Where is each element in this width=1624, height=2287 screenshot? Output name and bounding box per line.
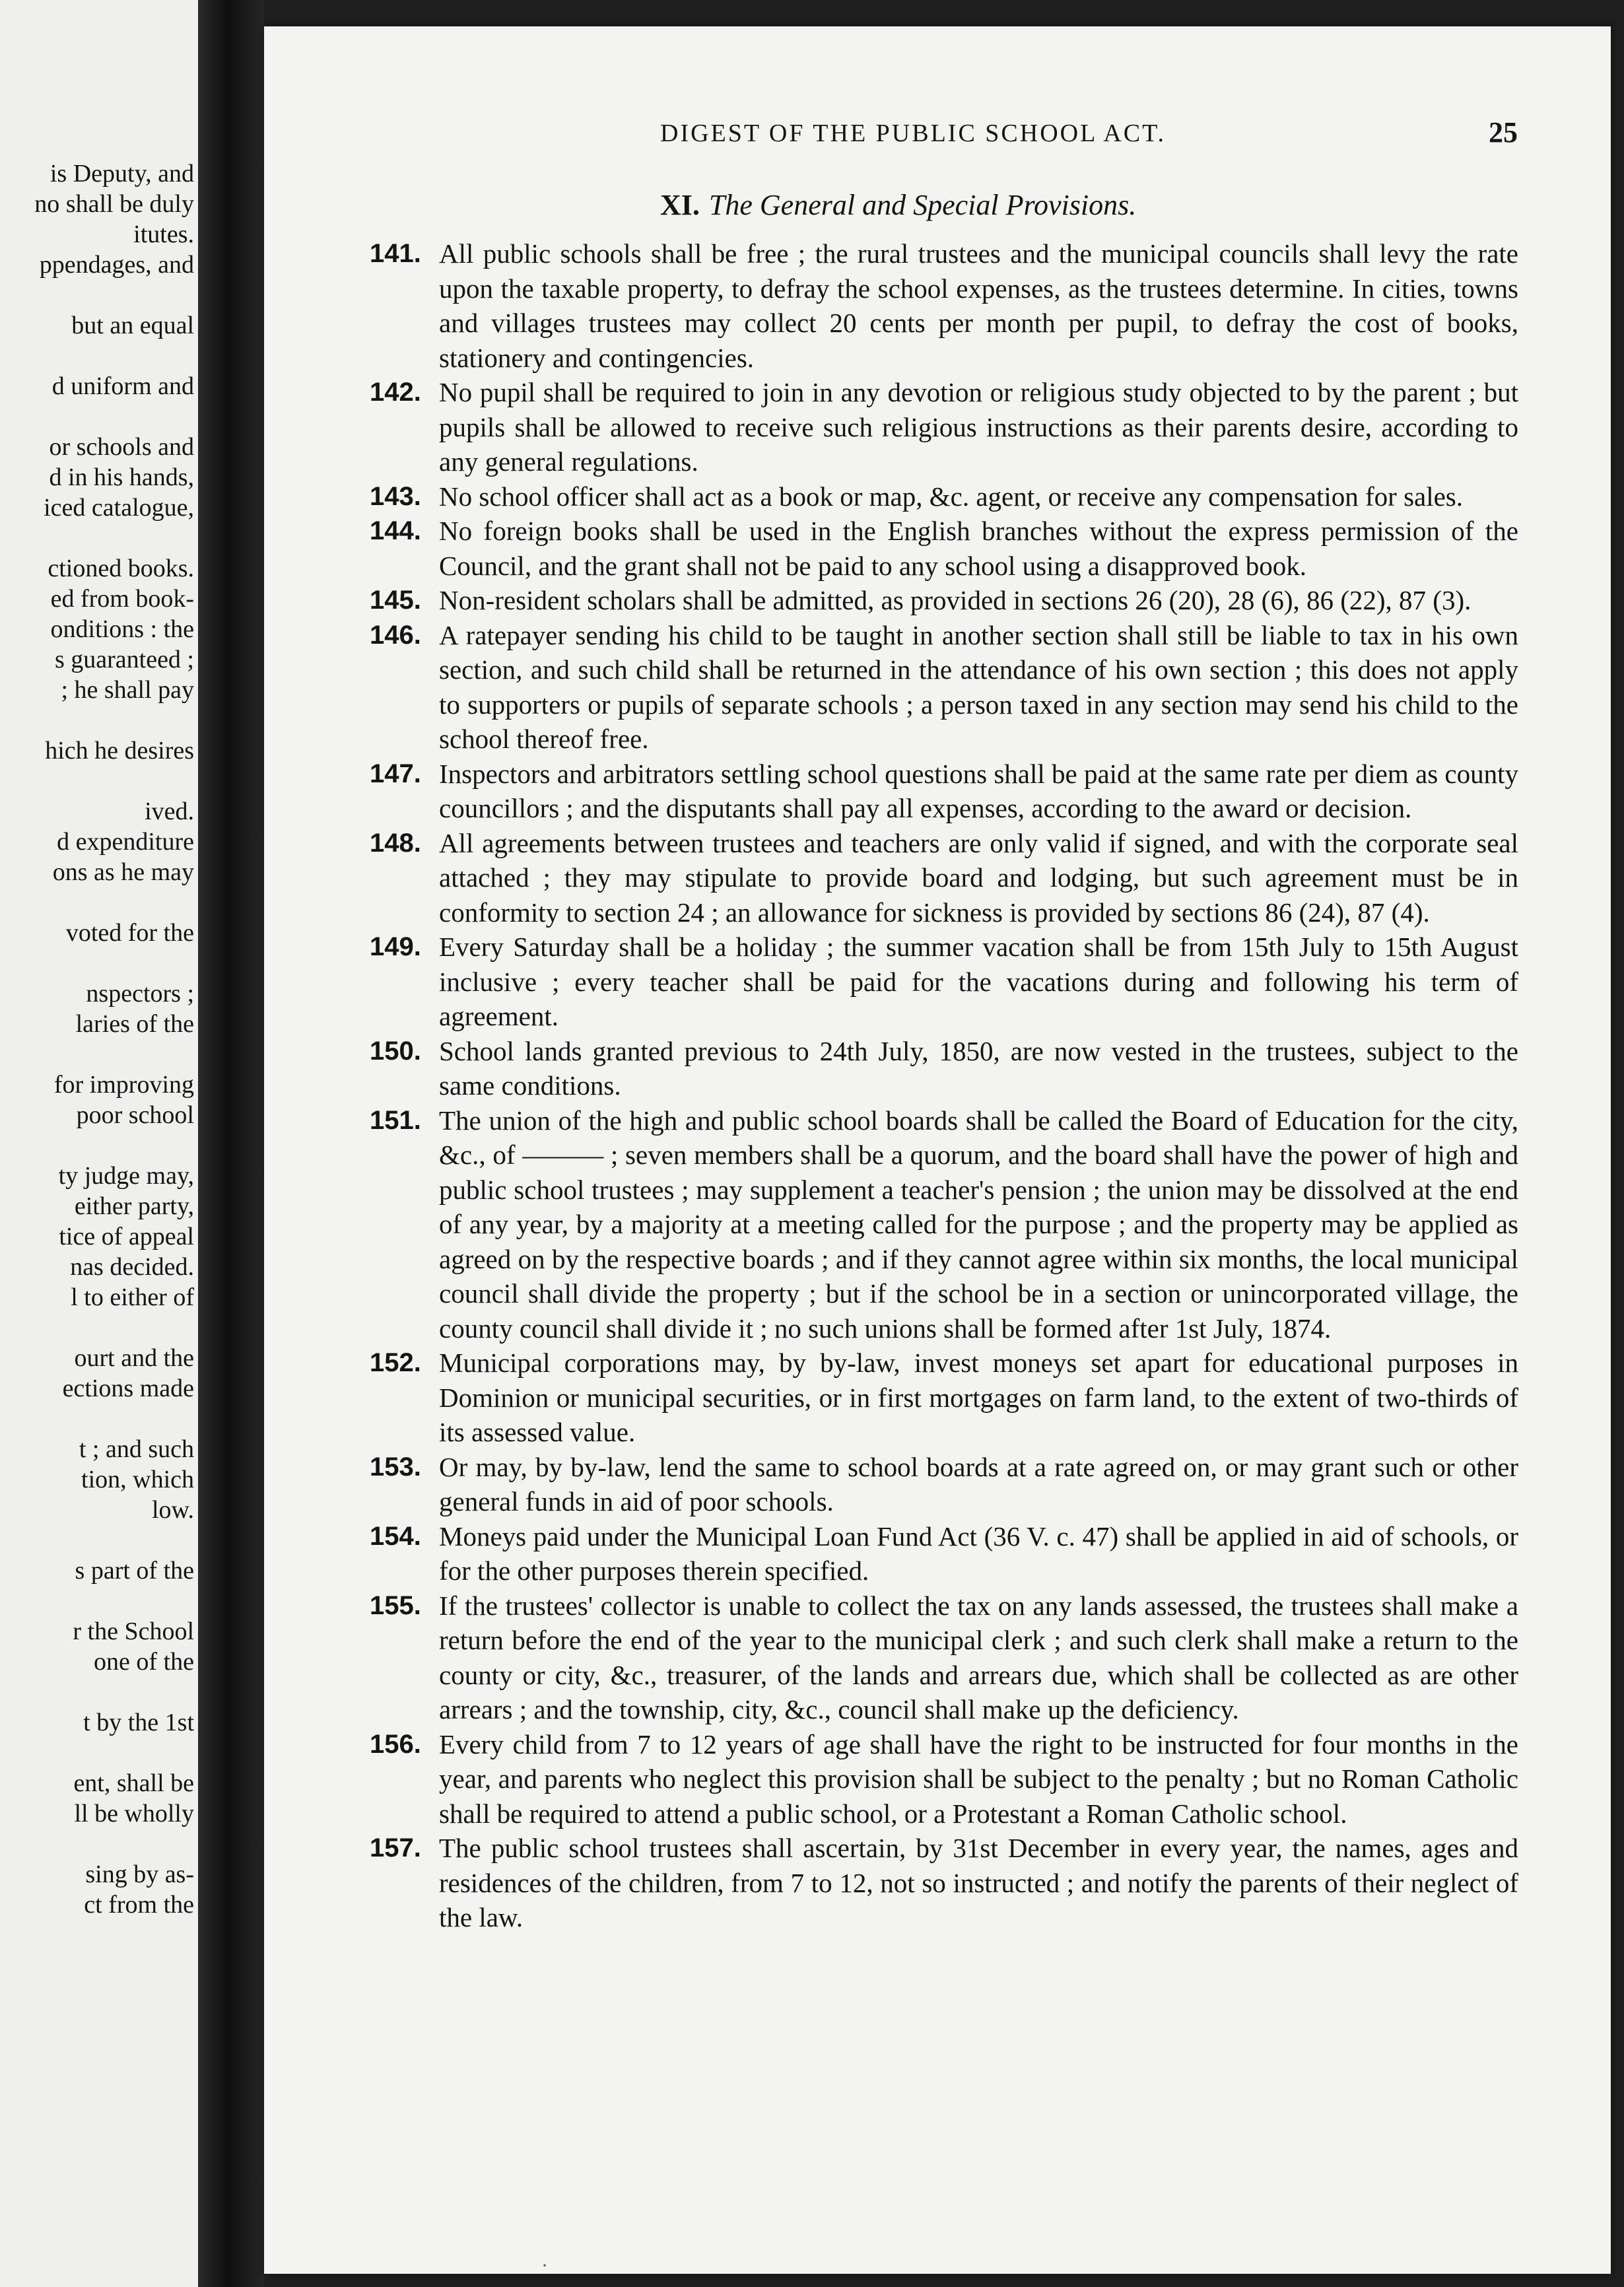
section-number: 141.	[370, 239, 421, 268]
section-heading	[660, 188, 1136, 222]
previous-page-line: itutes.	[133, 221, 194, 248]
section-number: 147.	[370, 759, 421, 788]
section-147	[370, 757, 1518, 826]
section-number: 154.	[370, 1521, 421, 1551]
section-text: No school officer shall act as a book or map, &c. agent, or receive any compensation for sales.	[439, 481, 1464, 512]
section-number: 143.	[370, 481, 421, 511]
section-text: Non-resident scholars shall be admitted, as provided in sections 26 (20), 28 (6), 86 (22), 87 (3).	[439, 585, 1472, 615]
section-142	[370, 375, 1518, 479]
section-number: 155.	[370, 1590, 421, 1620]
previous-page-line: ll be wholly	[74, 1800, 194, 1827]
previous-page-line: ctioned books.	[48, 555, 194, 582]
previous-page-line	[0, 1039, 194, 1070]
section-text: All public schools shall be free ; the rural trustees and the municipal councils shall levy the rate upon the taxable property, to defray the school expenses, as the trustees determine. In cities, towns and villages trustees may collect 20 cents per month per pupil, to defray the cost of books, stationery and contingencies.	[439, 238, 1518, 373]
section-list	[370, 236, 1518, 1935]
previous-page-line: ppendages, and	[39, 251, 194, 279]
previous-page-line	[0, 887, 194, 918]
previous-page-line	[0, 1130, 194, 1161]
previous-page-line: one of the	[94, 1648, 194, 1676]
previous-page-line	[0, 1404, 194, 1434]
previous-page-line: d in his hands,	[49, 463, 194, 491]
section-text: Or may, by by-law, lend the same to school boards at a rate agreed on, or may grant such or other general funds in aid of poor schools.	[439, 1451, 1518, 1517]
previous-page-line: for improving	[53, 1071, 194, 1099]
previous-page-line	[0, 1586, 194, 1616]
previous-page-line: nas decided.	[70, 1253, 194, 1281]
section-number: 151.	[370, 1105, 421, 1135]
previous-page-line: nspectors ;	[86, 980, 194, 1007]
previous-page-line: onditions : the	[50, 615, 194, 643]
section-number: 152.	[370, 1348, 421, 1377]
section-151	[370, 1103, 1518, 1346]
page	[264, 26, 1611, 2274]
previous-page-line: either party,	[74, 1192, 194, 1220]
section-text: No pupil shall be required to join in any devotion or religious study objected to by the parent ; but pupils shall be allowed to receive such religious instructions as their parents desire, according to any general regulations.	[439, 377, 1518, 477]
running-head: DIGEST OF THE PUBLIC SCHOOL ACT.	[660, 119, 1166, 147]
previous-page-line: or schools and	[49, 433, 194, 461]
page-number: 25	[1489, 116, 1518, 149]
section-number: 157.	[370, 1833, 421, 1862]
section-144	[370, 514, 1518, 583]
previous-page	[0, 0, 198, 2287]
footer-mark: ·	[541, 2255, 548, 2276]
section-text: School lands granted previous to 24th July, 1850, are now vested in the trustees, subject to the same conditions.	[439, 1035, 1518, 1101]
previous-page-line: ct from the	[84, 1891, 194, 1919]
previous-page-line: ; he shall pay	[61, 676, 194, 704]
previous-page-line: t by the 1st	[83, 1709, 194, 1736]
section-text: Moneys paid under the Municipal Loan Fund Act (36 V. c. 47) shall be applied in aid of schools, or for the other purposes therein specified.	[439, 1520, 1518, 1586]
previous-page-line: ections made	[62, 1375, 194, 1402]
previous-page-line: r the School	[73, 1618, 194, 1645]
previous-page-line: poor school	[76, 1101, 194, 1129]
section-150	[370, 1034, 1518, 1103]
section-153	[370, 1450, 1518, 1519]
previous-page-line: ent, shall be	[73, 1769, 194, 1797]
previous-page-line: laries of the	[75, 1010, 194, 1038]
section-text: Every Saturday shall be a holiday ; the summer vacation shall be from 15th July to 15th August inclusive ; every teacher shall be paid for the vacations during and following his term of agreement.	[439, 932, 1518, 1031]
previous-page-line: ourt and the	[74, 1344, 194, 1372]
previous-page-line: tion, which	[81, 1466, 194, 1493]
previous-page-line: hich he desires	[45, 737, 194, 765]
previous-page-line	[0, 523, 194, 553]
section-148	[370, 826, 1518, 930]
section-143	[370, 479, 1518, 514]
previous-page-line	[0, 766, 194, 796]
section-number: 148.	[370, 828, 421, 858]
previous-page-line	[0, 280, 194, 310]
section-number: 144.	[370, 516, 421, 545]
previous-page-line	[0, 1313, 194, 1343]
previous-page-line: s part of the	[75, 1557, 194, 1585]
section-heading-title: The General and Special Provisions.	[708, 189, 1137, 221]
previous-page-line: t ; and such	[79, 1435, 194, 1463]
previous-page-line: ived.	[145, 798, 194, 825]
section-145	[370, 583, 1518, 618]
section-text: Municipal corporations may, by by-law, invest moneys set apart for educational purposes in Dominion or municipal securities, or in first mortgages on farm land, to the extent of two-thirds of its assessed value.	[439, 1348, 1518, 1447]
section-152	[370, 1346, 1518, 1450]
previous-page-line: low.	[151, 1496, 194, 1524]
previous-page-text	[0, 158, 194, 1920]
section-number: 146.	[370, 620, 421, 650]
previous-page-line	[0, 1677, 194, 1707]
section-text: If the trustees' collector is unable to collect the tax on any lands assessed, the trustees shall make a return before the end of the year to the municipal clerk ; and such clerk shall make a return to the county or city, &c., treasurer, of the lands and arrears due, which shall be collected as are other arrears ; and the township, city, &c., council shall make up the deficiency.	[439, 1590, 1518, 1724]
previous-page-line: is Deputy, and	[50, 160, 194, 188]
previous-page-line: ed from book-	[50, 585, 194, 613]
section-149	[370, 930, 1518, 1034]
previous-page-line: but an equal	[71, 312, 194, 339]
section-141	[370, 236, 1518, 375]
previous-page-line: iced catalogue,	[44, 494, 194, 522]
section-text: No foreign books shall be used in the English branches without the express permission of the Council, and the grant shall not be paid to any school using a disapproved book.	[439, 516, 1518, 581]
section-text: Inspectors and arbitrators settling school questions shall be paid at the same rate per diem as county councillors ; and the disputants shall pay all expenses, according to the award or decision.	[439, 758, 1518, 823]
section-text: Every child from 7 to 12 years of age shall have the right to be instructed for four months in the year, and parents who neglect this provision shall be subject to the penalty ; but no Roman Catholic shall be required to attend a public school, or a Protestant a Roman Catholic school.	[439, 1728, 1518, 1829]
previous-page-line	[0, 948, 194, 978]
previous-page-line: sing by as-	[85, 1860, 194, 1888]
previous-page-line	[0, 1738, 194, 1768]
previous-page-line	[0, 705, 194, 735]
previous-page-line	[0, 1829, 194, 1859]
section-text: All agreements between trustees and teachers are only valid if signed, and with the corporate seal attached ; they may stipulate to provide board and lodging, but such agreement must be in conformity to section 24 ; an allowance for sickness is provided by sections 86 (24), 87 (4).	[439, 827, 1518, 928]
section-number: 149.	[370, 932, 421, 961]
previous-page-line	[0, 401, 194, 432]
section-number: 153.	[370, 1452, 421, 1482]
section-154	[370, 1519, 1518, 1588]
section-number: 156.	[370, 1729, 421, 1759]
section-number: 145.	[370, 586, 421, 615]
section-number: 150.	[370, 1036, 421, 1066]
previous-page-line	[0, 1525, 194, 1555]
section-156	[370, 1727, 1518, 1831]
section-heading-number: XI.	[660, 189, 700, 221]
previous-page-line: ons as he may	[52, 858, 194, 886]
section-146	[370, 618, 1518, 757]
previous-page-line: voted for the	[65, 919, 194, 947]
section-155	[370, 1588, 1518, 1727]
previous-page-line: l to either of	[71, 1283, 194, 1311]
section-157	[370, 1831, 1518, 1935]
section-text: The union of the high and public school boards shall be called the Board of Education for the city, &c., of ——— ; seven members shall be a quorum, and the board shall have the power of high and public school trustees ; may supplement a teacher's pension ; the union may be dissolved at the end of any year, by a majority at a meeting called for the purpose ; and the property may be applied as agreed on by the respective boards ; and if they cannot agree within six months, the local municipal council shall divide the property ; but if the school be in a section or unincorporated village, the county council shall divide it ; no such unions shall be formed after 1st July, 1874.	[439, 1105, 1518, 1344]
previous-page-line: d expenditure	[57, 828, 194, 856]
previous-page-line: s guaranteed ;	[54, 646, 194, 673]
section-number: 142.	[370, 378, 421, 407]
previous-page-line: tice of appeal	[59, 1223, 194, 1250]
previous-page-line: d uniform and	[51, 372, 194, 400]
section-text: A ratepayer sending his child to be taught in another section shall still be liable to tax in his own section, and such child shall be returned in the attendance of his own section ; this does not apply to supporters or pupils of separate schools ; a person taxed in any section may send his child to the school thereof free.	[439, 619, 1518, 754]
previous-page-line: no shall be duly	[34, 190, 194, 218]
page-gutter	[198, 0, 264, 2287]
previous-page-line	[0, 341, 194, 371]
previous-page-line: ty judge may,	[58, 1162, 194, 1190]
section-text: The public school trustees shall ascertain, by 31st December in every year, the names, ages and residences of the children, from 7 to 12, not so instructed ; and notify the parents of their neglect of the law.	[439, 1833, 1518, 1932]
